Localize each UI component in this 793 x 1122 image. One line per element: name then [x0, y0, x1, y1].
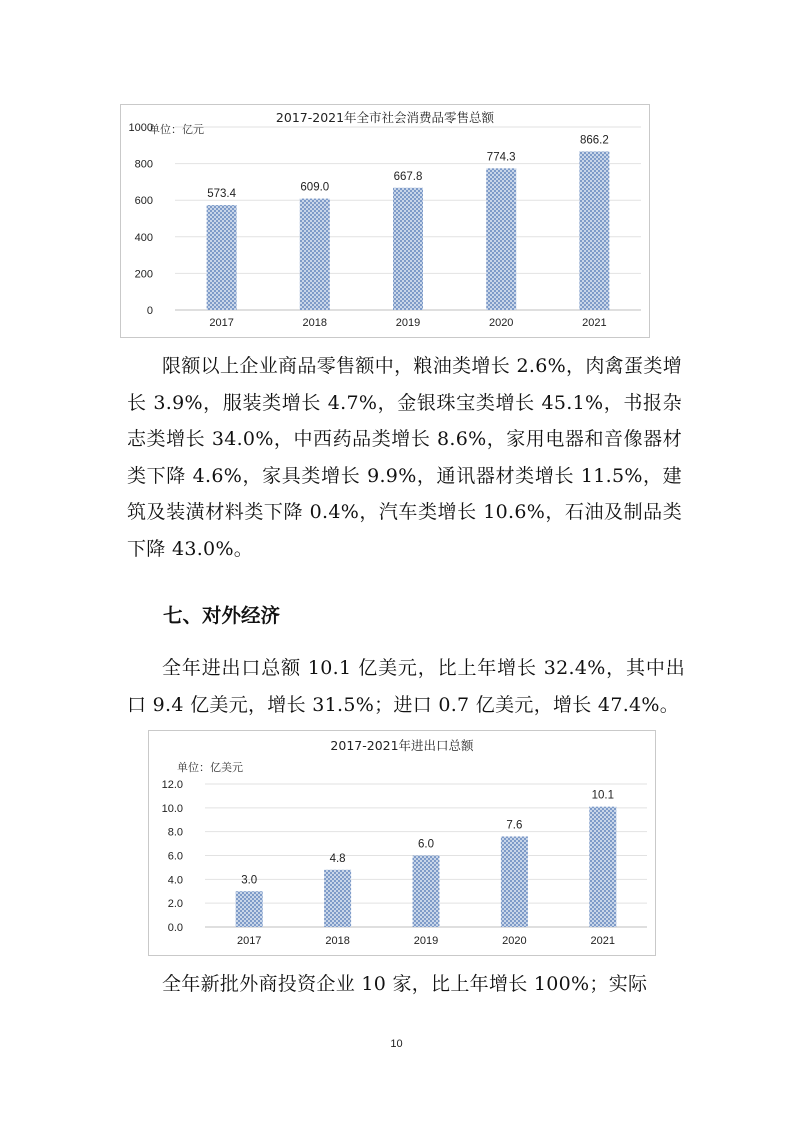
x-tick-label: 2021	[582, 317, 607, 329]
bar-2019	[393, 188, 423, 310]
y-tick-label: 600	[134, 195, 153, 208]
data-label: 573.4	[207, 188, 236, 201]
bar-2017	[236, 891, 263, 927]
y-tick-label: 4.0	[167, 874, 183, 887]
x-tick-label: 2019	[395, 317, 421, 329]
bar-2018	[300, 199, 330, 310]
y-tick-label: 10.0	[161, 802, 183, 815]
bar-2019	[413, 856, 440, 928]
retail-sales-chart	[120, 104, 650, 338]
data-label: 667.8	[393, 170, 423, 183]
x-tick-label: 2017	[209, 317, 234, 329]
trade-paragraph: 全年进出口总额 10.1 亿美元，比上年增长 32.4%，其中出口 9.4 亿美元，增长 31.5%；进口 0.7 亿美元，增长 47.4%。	[127, 657, 685, 716]
page-number: 10	[390, 1038, 403, 1050]
y-tick-label: 1000	[128, 122, 153, 134]
chart-unit-label: 单位：亿元	[149, 123, 204, 136]
y-tick-label: 0	[146, 305, 153, 317]
trade-total-chart	[148, 730, 656, 956]
data-label: 609.0	[300, 181, 330, 194]
bar-2018	[324, 870, 351, 927]
bar-2021	[589, 807, 616, 927]
chart-title: 2017-2021年全市社会消费品零售总额	[275, 110, 495, 125]
retail-categories-paragraph: 限额以上企业商品零售额中，粮油类增长 2.6%，肉禽蛋类增长 3.9%，服装类增长 4.7%，金银珠宝类增长 45.1%，书报杂志类增长 34.0%，中西药品类增长 8.6%，家用电器和音像器材类下降 4.6%，家具类增长 9.9%，通讯器材类增长 11.5%，建筑及装潢材料类下降 0.4%，汽车类增长 10.6%，石油及制品类下降 43.0%。	[127, 355, 682, 560]
bar-2017	[207, 205, 237, 310]
x-tick-label: 2020	[488, 317, 514, 329]
x-tick-label: 2019	[413, 935, 439, 947]
chart-unit-label: 单位：亿美元	[177, 761, 243, 774]
data-label: 3.0	[241, 874, 258, 887]
trade-total-chart-svg	[149, 731, 655, 955]
bar-2021	[579, 151, 609, 310]
chart-title: 2017-2021年进出口总额	[330, 738, 474, 753]
y-tick-label: 2.0	[167, 898, 183, 911]
data-label: 774.3	[486, 151, 516, 164]
y-tick-label: 400	[134, 231, 153, 244]
bar-2020	[486, 168, 516, 310]
y-tick-label: 200	[134, 268, 153, 281]
section-heading-foreign-economy: 七、对外经济	[163, 604, 281, 627]
y-tick-label: 6.0	[167, 850, 183, 863]
x-tick-label: 2021	[590, 935, 616, 947]
data-label: 7.6	[506, 819, 523, 832]
data-label: 10.1	[591, 789, 614, 802]
x-tick-label: 2018	[302, 317, 328, 329]
foreign-investment-paragraph: 全年新批外商投资企业 10 家，比上年增长 100%；实际	[162, 973, 648, 995]
y-tick-label: 12.0	[161, 779, 183, 791]
data-label: 866.2	[580, 134, 609, 147]
data-label: 6.0	[418, 838, 434, 851]
bar-2020	[501, 836, 528, 927]
x-tick-label: 2020	[502, 935, 527, 947]
x-tick-label: 2018	[325, 935, 350, 947]
y-tick-label: 0.0	[167, 922, 183, 934]
data-label: 4.8	[329, 852, 346, 865]
y-tick-label: 800	[134, 158, 153, 171]
retail-sales-chart-svg	[121, 105, 649, 337]
x-tick-label: 2017	[236, 935, 262, 947]
y-tick-label: 8.0	[167, 826, 183, 839]
